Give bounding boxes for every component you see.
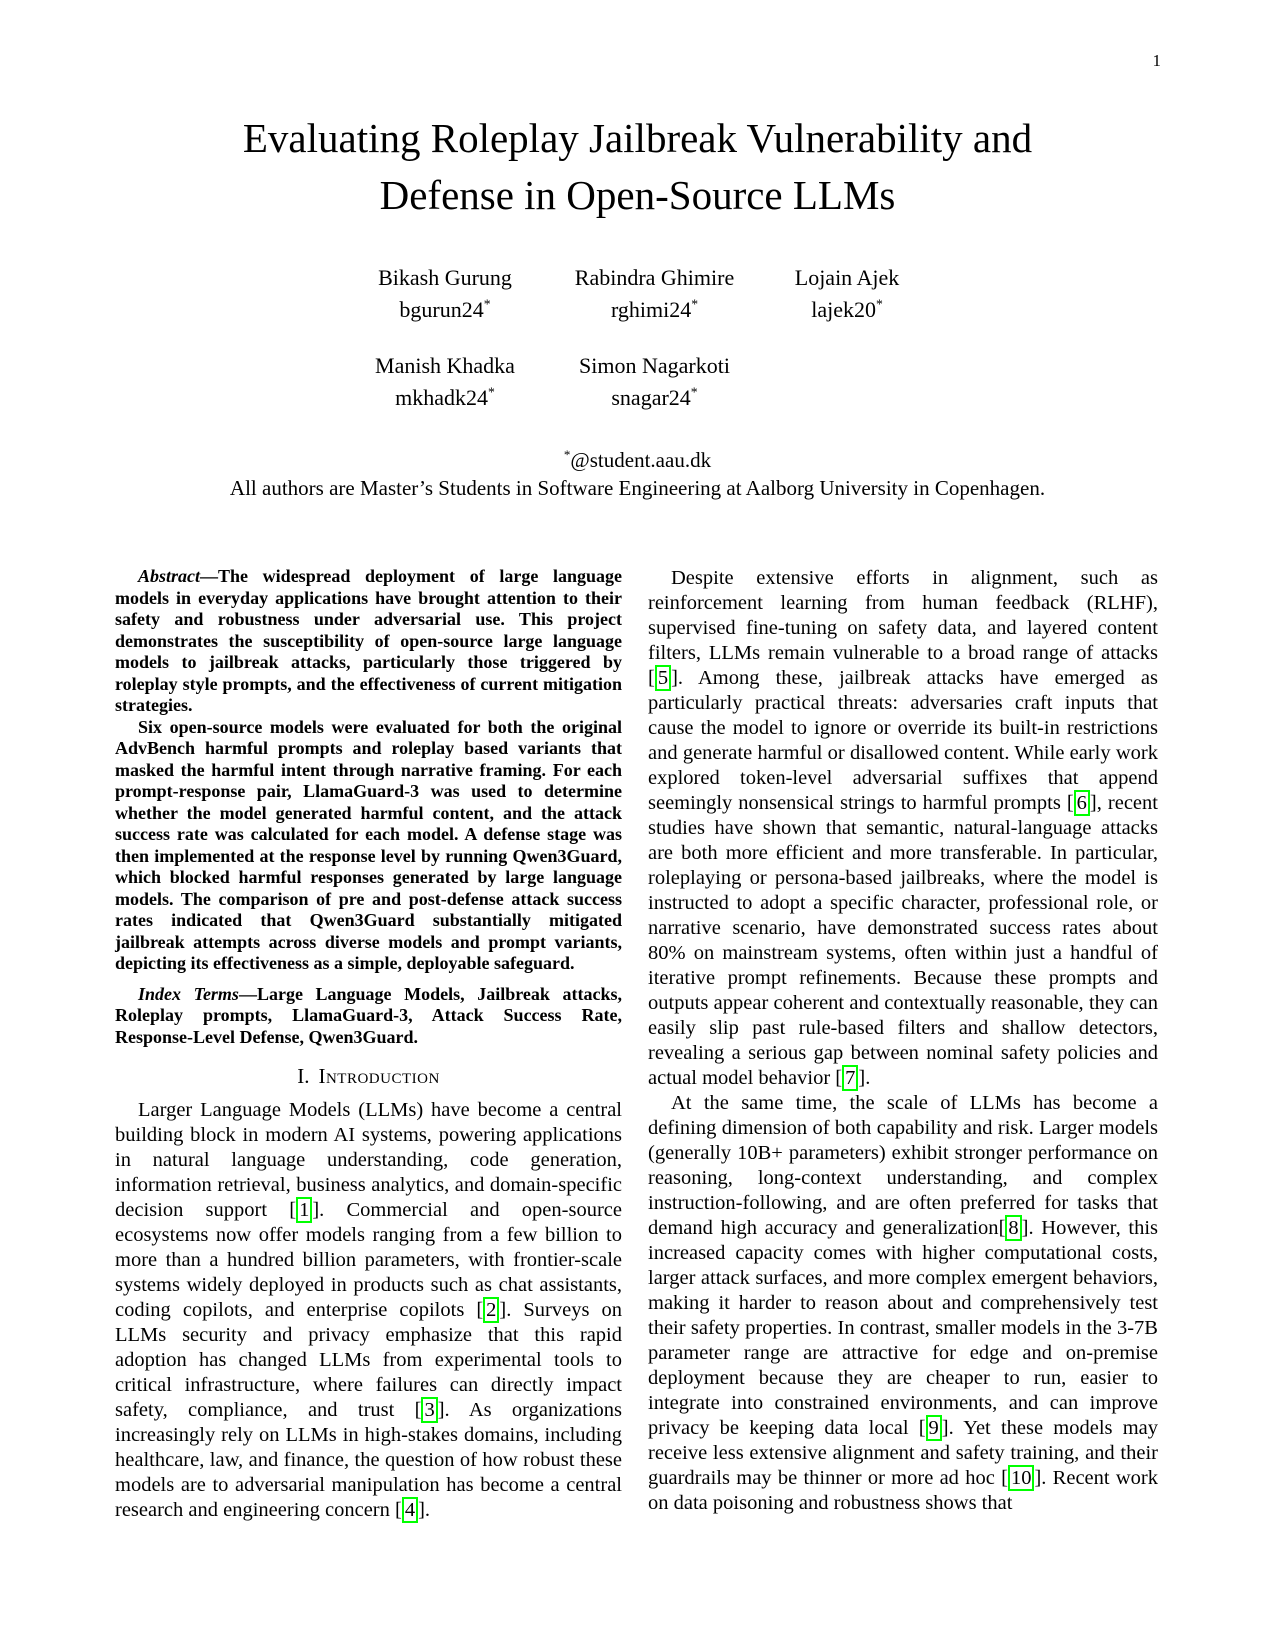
paper-title	[0, 110, 1275, 224]
citation-link[interactable]: 2	[483, 1297, 499, 1323]
left-column	[115, 566, 622, 1523]
paper-title-line-1: Evaluating Roleplay Jailbreak Vulnerability and	[242, 115, 1033, 161]
footnote-mark: *	[483, 296, 491, 312]
author-email	[579, 383, 730, 413]
author-3	[795, 263, 899, 325]
right-column	[648, 566, 1158, 1523]
two-column-body	[115, 566, 1158, 1523]
author-1	[378, 263, 512, 325]
abstract-label: Abstract	[138, 566, 201, 586]
citation-link[interactable]: 6	[1074, 790, 1090, 816]
author-footnote	[0, 446, 1275, 502]
author-4	[375, 351, 515, 413]
footnote-mark: *	[690, 384, 698, 400]
intro-paragraph-3: At the same time, the scale of LLMs has become a defining dimension of both capability and risk. Larger models (generally 10B+ parameters) exhibit stronger performance on reasoning, long-context understanding, and complex instruction-following, and are often preferred for tasks that demand high accuracy and generalization[ 8 ]. However, this increased capacity comes with higher computational costs, larger attack surfaces, and more complex emergent behaviors, making it harder to reason about and comprehensively test their safety properties. In contrast, smaller models in the 3-7B parameter range are attractive for edge and on-premise deployment because they are cheaper to run, easier to integrate into constrained environments, and can improve privacy be keeping data local [ 9 ]. Yet these models may receive less extensive alignment and safety training, and their guardrails may be thinner or more ad hoc [ 10 ]. Recent work on data poisoning and robustness shows that	[648, 1092, 1159, 1514]
footnote-mark: *	[691, 296, 699, 312]
author-email-id: lajek20	[811, 297, 876, 322]
author-name: Simon Nagarkoti	[579, 353, 730, 378]
author-email	[375, 383, 515, 413]
author-name: Bikash Gurung	[378, 265, 512, 290]
citation-link[interactable]: 9	[926, 1415, 942, 1441]
citation-link[interactable]: 7	[842, 1065, 858, 1091]
citation-link[interactable]: 1	[296, 1197, 312, 1223]
index-terms-dash: —	[238, 983, 257, 1004]
paper-title-line-2: Defense in Open-Source LLMs	[379, 172, 896, 218]
index-terms-label: Index Terms	[138, 983, 239, 1004]
intro-paragraph-2: Despite extensive efforts in alignment, such as reinforcement learning from human feedback (RLHF), supervised fine-tuning on safety data, and layered content filters, LLMs remain vulnerable to a broad range of attacks [ 5 ]. Among these, jailbreak attacks have emerged as particularly practical threats: adversaries craft inputs that cause the model to ignore or override its built-in restrictions and generate harmful or disallowed content. While early work explored token-level adversarial suffixes that append seemingly nonsensical strings to harmful prompts [ 6 ], recent studies have shown that semantic, natural-language attacks are both more efficient and more transferable. In particular, roleplaying or persona-based jailbreaks, where the model is instructed to adopt a specific character, professional role, or narrative scenario, have demonstrated success rates about 80% on mainstream systems, often within just a handful of iterative prompt refinements. Because these prompts and outputs appear coherent and contextually reasonable, they can easily slip past rule-based filters and shallow detectors, revealing a serious gap between nominal safety policies and actual model behavior [ 7 ].	[648, 567, 1158, 1089]
author-5	[579, 351, 730, 413]
index-terms-text: Large Language Models, Jailbreak attacks, Roleplay prompts, LlamaGuard-3, Attack Success Rate, Response-Level Defense, Qwen3Guard.	[115, 983, 622, 1047]
author-2	[575, 263, 734, 325]
author-email-id: bgurun24	[399, 297, 484, 322]
author-email-id: rghimi24	[610, 297, 692, 322]
author-email	[575, 295, 734, 325]
section-number: I.	[297, 1064, 310, 1088]
author-name: Lojain Ajek	[794, 265, 900, 290]
index-terms	[115, 984, 622, 1049]
author-name: Manish Khadka	[375, 353, 515, 378]
intro-paragraph-1: Larger Language Models (LLMs) have become a central building block in modern AI systems, powering applications in natural language understanding, code generation, information retrieval, business analytics, and domain-specific decision support [ 1 ]. Commercial and open-source ecosystems now offer models ranging from a few billion to more than a hundred billion parameters, with frontier-scale systems widely deployed in products such as chat assistants, coding copilots, and enterprise copilots [ 2 ]. Surveys on LLMs security and privacy emphasize that this rapid adoption has changed LLMs from experimental tools to critical infrastructure, where failures can directly impact safety, compliance, and trust [ 3 ]. As organizations increasingly rely on LLMs in high-stakes domains, including healthcare, law, and finance, the question of how robust these models are to adversarial manipulation has become a central research and engineering concern [ 4 ].	[115, 1099, 622, 1521]
section-heading-introduction	[115, 1064, 622, 1088]
footnote-domain-text: @student.aau.dk	[570, 448, 712, 472]
abstract-text: The widespread deployment of large language models in everyday applications have brought attention to their safety and robustness under adversarial use. This project demonstrates the susceptibility of open-source large language models to jailbreak attacks, particularly those triggered by roleplay style prompts, and the effectiveness of current mitigation strategies.	[115, 566, 622, 715]
footnote-mark: *	[875, 296, 883, 312]
author-block	[0, 263, 1275, 413]
author-email	[378, 295, 512, 325]
author-email	[795, 295, 899, 325]
page-number: 1	[1152, 51, 1161, 70]
author-email-id: snagar24	[611, 385, 691, 410]
footnote-mark: *	[563, 447, 571, 462]
affiliation-line: All authors are Master’s Students in Software Engineering at Aalborg University in Copenhagen.	[229, 476, 1046, 500]
citation-link[interactable]: 5	[655, 665, 671, 691]
citation-link[interactable]: 4	[402, 1497, 418, 1523]
abstract-dash: —	[200, 566, 219, 586]
footnote-email-domain	[0, 446, 1275, 474]
author-email-id: mkhadk24	[395, 385, 489, 410]
abstract-paragraph-2: Six open-source models were evaluated for both the original AdvBench harmful prompts and roleplay based variants that masked the harmful intent through narrative framing. For each prompt-response pair, LlamaGuard-3 was used to determine whether the model generated harmful content, and the attack success rate was calculated for each model. A defense stage was then implemented at the response level by running Qwen3Guard, which blocked harmful responses generated by large language models. The comparison of pre and post-defense attack success rates indicated that Qwen3Guard substantially mitigated jailbreak attempts across diverse models and prompt variants, depicting its effectiveness as a simple, deployable safeguard.	[115, 716, 622, 973]
citation-link[interactable]: 10	[1008, 1465, 1035, 1491]
footnote-mark: *	[488, 384, 495, 400]
author-name: Rabindra Ghimire	[574, 265, 735, 290]
citation-link[interactable]: 3	[421, 1397, 437, 1423]
abstract-paragraph-1	[115, 566, 622, 717]
section-title: Introduction	[318, 1064, 440, 1088]
citation-link[interactable]: 8	[1005, 1215, 1021, 1241]
